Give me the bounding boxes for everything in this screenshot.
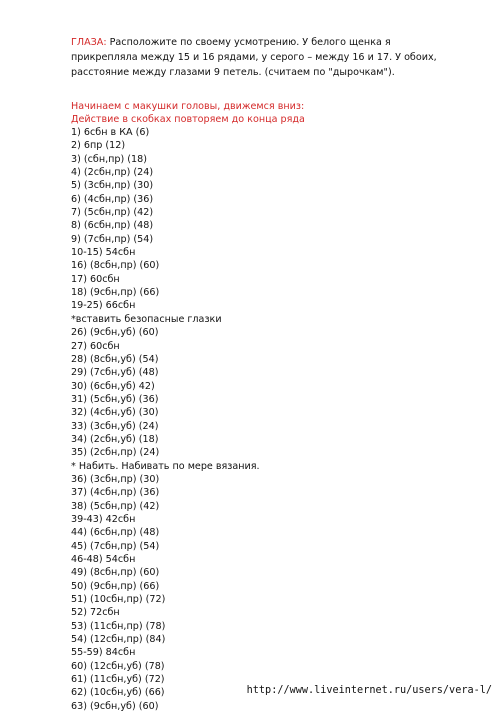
- list-item: 1) 6сбн в КА (6): [71, 127, 150, 138]
- list-item: *вставить безопасные глазки: [71, 313, 222, 325]
- list-item: 6) (4сбн,пр) (36): [71, 193, 154, 205]
- list-item: 45) (7сбн,пр) (54): [71, 540, 160, 552]
- list-item: 46-48) 54сбн: [71, 554, 136, 565]
- list-item: 33) (3сбн,уб) (24): [71, 420, 159, 432]
- list-item: 32) (4сбн,уб) (30): [71, 407, 159, 419]
- list-item: 28) (8сбн,уб) (54): [71, 353, 159, 365]
- list-item: 4) (2сбн,пр) (24): [71, 167, 154, 179]
- list-item: 54) (12сбн,пр) (84): [71, 634, 166, 646]
- list-item: * Набить. Набивать по мере вязания.: [71, 460, 260, 472]
- list-item: 10-15) 54сбн: [71, 247, 136, 259]
- list-item: 31) (5сбн,уб) (36): [71, 393, 159, 405]
- list-item: 60) (12сбн,уб) (78): [71, 660, 165, 672]
- heading-line-2: Действие в скобках повторяем до конца ряда: [71, 114, 305, 125]
- list-item: 49) (8сбн,пр) (60): [71, 567, 160, 579]
- source-url[interactable]: http://www.liveinternet.ru/users/vera-l/: [246, 685, 492, 696]
- list-item: 30) (6сбн,уб) 42): [71, 380, 155, 392]
- list-item: 35) (2сбн,пр) (24): [71, 447, 160, 459]
- eyes-text: Расположите по своему усмотрению. У белого щенка я прикрепляла между 15 и 16 рядами, у серого – между 16 и 17. У обоих, расстояние между глазами 9 петель. (считаем по "дырочкам").: [71, 37, 437, 78]
- list-item: 62) (10сбн,уб) (66): [71, 687, 165, 699]
- list-item: 50) (9сбн,пр) (66): [71, 580, 160, 592]
- eyes-instructions: [71, 35, 451, 80]
- list-item: 51) (10сбн,пр) (72): [71, 594, 166, 606]
- list-item: 53) (11сбн,пр) (78): [71, 620, 166, 632]
- list-item: 2) 6пр (12): [71, 140, 126, 152]
- heading-line-1: Начинаем с макушки головы, движемся вниз:: [71, 101, 305, 112]
- list-item: 55-59) 84сбн: [71, 647, 136, 659]
- list-item: 29) (7сбн,уб) (48): [71, 367, 159, 379]
- list-item: 37) (4сбн,пр) (36): [71, 487, 160, 499]
- list-item: 9) (7сбн,пр) (54): [71, 233, 154, 245]
- row-instructions-list: [71, 126, 260, 713]
- list-item: 19-25) 66сбн: [71, 300, 136, 312]
- list-item: 8) (6сбн,пр) (48): [71, 220, 154, 232]
- list-item: 18) (9сбн,пр) (66): [71, 287, 160, 299]
- list-item: 5) (3сбн,пр) (30): [71, 180, 154, 192]
- list-item: 61) (11сбн,уб) (72): [71, 674, 165, 686]
- eyes-label: ГЛАЗА:: [71, 37, 107, 48]
- list-item: 26) (9сбн,уб) (60): [71, 327, 159, 339]
- list-item: 3) (сбн,пр) (18): [71, 153, 148, 165]
- list-item: 7) (5сбн,пр) (42): [71, 207, 154, 219]
- list-item: 63) (9сбн,уб) (60): [71, 700, 159, 712]
- list-item: 34) (2сбн,уб) (18): [71, 433, 159, 445]
- list-item: 36) (3сбн,пр) (30): [71, 473, 160, 485]
- list-item: 27) 60сбн: [71, 340, 120, 352]
- list-item: 38) (5сбн,пр) (42): [71, 500, 160, 512]
- list-item: 39-43) 42сбн: [71, 513, 136, 525]
- list-item: 44) (6сбн,пр) (48): [71, 527, 160, 539]
- list-item: 17) 60сбн: [71, 273, 120, 285]
- list-item: 52) 72сбн: [71, 607, 120, 619]
- list-item: 16) (8сбн,пр) (60): [71, 260, 160, 272]
- section-heading: [71, 100, 305, 126]
